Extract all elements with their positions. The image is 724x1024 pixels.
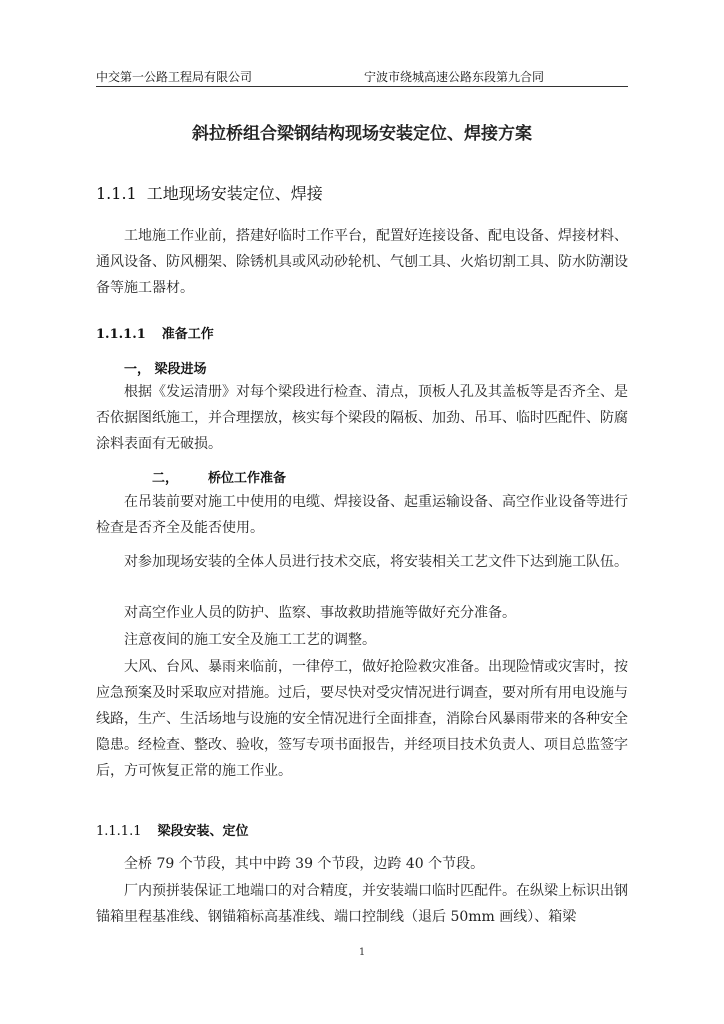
item-heading-site-prep — [152, 467, 286, 486]
subsection-text: 梁段安装、定位 — [157, 824, 249, 839]
item-heading-number: 二， — [152, 471, 179, 486]
segment-arrival-paragraph: 根据《发运清册》对每个梁段进行检查、清点，顶板人孔及其盖板等是否齐全、是否依据图纸施工，并合理摆放，核实每个梁段的隔板、加劲、吊耳、临时匹配件、防腐涂料表面有无破损。 — [96, 384, 628, 452]
section-text: 工地现场安装定位、焊接 — [146, 184, 323, 203]
site-prep-paragraph-2: 对参加现场安装的全体人员进行技术交底，将安装相关工艺文件下达到施工队伍。 — [124, 554, 628, 570]
section-heading — [96, 181, 323, 204]
subsection-number: 1.1.1.1 — [96, 824, 142, 839]
subsection-number: 1.1.1.1 — [96, 327, 146, 342]
header-project: 宁波市绕城高速公路东段第九合同 — [364, 70, 545, 84]
install-paragraph-2: 厂内预拼装保证工地端口的对合精度，并安装端口临时匹配件。在纵梁上标识出钢锚箱里程基准线、钢锚箱标高基准线、端口控制线（退后 50mm 画线）、箱梁 — [96, 883, 628, 925]
item-heading-segment-arrival: 一， 梁段进场 — [124, 362, 207, 377]
subsection-heading-install — [96, 820, 249, 839]
site-prep-paragraph-5: 大风、台风、暴雨来临前，一律停工，做好抢险救灾准备。出现险情或灾害时，按应急预案及时采取应对措施。过后，要尽快对受灾情况进行调查，要对所有用电设施与线路，生产、生活场地与设施的安全情况进行全面排查，消除台风暴雨带来的各种安全隐患。经检查、整改、验收，签写专项书面报告，并经项目技术负责人、项目总监签字后，方可恢复正常的施工作业。 — [96, 659, 628, 779]
page-header — [96, 68, 628, 87]
subsection-text: 准备工作 — [161, 327, 214, 342]
section-number: 1.1.1 — [96, 184, 137, 203]
install-paragraph-1: 全桥 79 个节段，其中中跨 39 个节段，边跨 40 个节段。 — [124, 856, 485, 872]
subsection-heading-prep — [96, 323, 214, 342]
document-title: 斜拉桥组合梁钢结构现场安装定位、焊接方案 — [192, 124, 532, 144]
item-heading-text: 桥位工作准备 — [208, 471, 287, 486]
site-prep-paragraph-1: 在吊装前要对施工中使用的电缆、焊接设备、起重运输设备、高空作业设备等进行检查是否齐全及能否使用。 — [96, 494, 628, 536]
header-company: 中交第一公路工程局有限公司 — [96, 70, 253, 84]
site-prep-paragraph-3: 对高空作业人员的防护、监察、事故救助措施等做好充分准备。 — [124, 605, 516, 621]
site-prep-paragraph-4: 注意夜间的施工安全及施工工艺的调整。 — [124, 632, 376, 648]
page-number: 1 — [358, 947, 366, 958]
intro-paragraph: 工地施工作业前，搭建好临时工作平台，配置好连接设备、配电设备、焊接材料、通风设备、防风棚架、除锈机具或风动砂轮机、气刨工具、火焰切割工具、防水防潮设备等施工器材。 — [96, 228, 628, 296]
